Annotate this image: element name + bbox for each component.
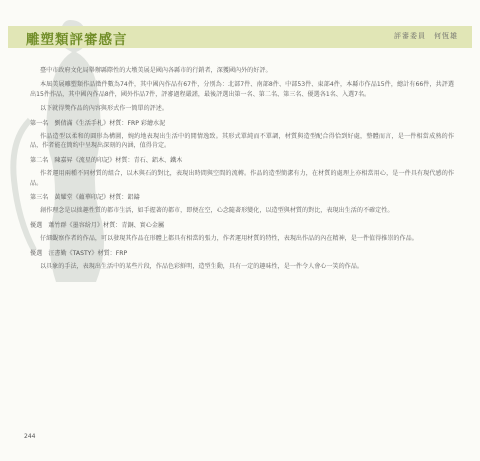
award-heading: 第一名 劉倩滿《生活手札》材質：FRP 彩繪水泥 [30,119,166,127]
award-heading: 第三名 黃耀堂《蘊華印記》材質：鋁鑄 [30,194,140,202]
title-bar [8,26,472,48]
award-text: 作品造型以柔和的圓形為構圖，婉約地表現出生活中的閒情逸致。其形式單純而不單調，材質與造型配合得恰到好處，整體而言，是一件相當成熟的作品，作者能在簡約中呈現出深刻的內涵，值得肯定。 [30,133,454,150]
award-heading: 優選 汪書勤《TASTY》材質：FRP [30,249,128,257]
intro-paragraph: 本屆美展雕塑類作品徵件數為74件，其中國內作品有67件，分別為：北部7件、南部8件、中部53件、東部4件，本縣市作品15件，總計有66件，共評選出15件作品，其中國內作品8件，國外作品7件，評審過程嚴謹，最後評選出第一名、第二名、第三名、優選各1名、入選7名。 [30,81,454,98]
award-heading: 第二名 陳嘉昇《流星的印記》材質：青石、鋁木、鐵木 [30,156,183,164]
page-title: 雕塑類評審感言 [26,32,128,48]
intro-paragraph: 以下就得獎作品的內容與形式作一簡單的評述。 [40,105,168,113]
award-text: 作者運用兩種不同材質的組合，以木與石的對比，表現出時間與空間的流轉。作品的造型簡潔有力，在材質的處理上亦相當用心，是一件具有現代感的作品。 [30,170,454,187]
award-text: 以具象的手法，表現出生活中的某些片段，作品色彩鮮明，造型生動，具有一定的趣味性，是一件令人會心一笑的作品。 [40,263,363,271]
intro-paragraph: 臺中市政府文化局舉辦縣際性的大墩美展是國內各縣市的行銷者，深獲國內外的好評。 [40,67,272,74]
award-heading: 優選 蕭竹群《墨容紛月》材質：青銅、實心金屬 [30,221,165,229]
award-text: 創作理念是以拙趣性質的都市生活，如手握著的都市，即便在空，心念隨著形變化，以造型與材質的對比，表現出生活的不確定性。 [40,207,394,215]
award-text: 仔細觀察作者的作品，可以發現其作品在形體上都具有相當的張力，作者運用材質的特性，表現出作品的內在精神，是一件值得推崇的作品。 [40,235,418,243]
author-label: 評審委員 何恆雄 [394,32,458,40]
page-number: 244 [24,433,36,440]
article-body [30,66,454,277]
